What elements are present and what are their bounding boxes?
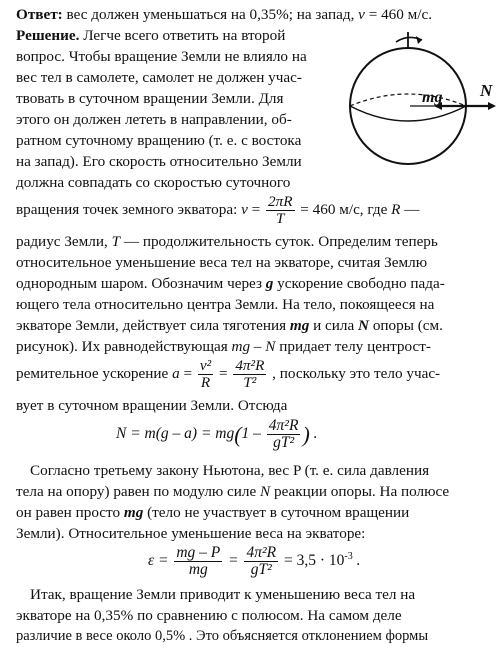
- para1-line-3: [16, 273, 445, 294]
- fraction-den: R: [200, 374, 211, 391]
- solution-line-4: твовать в суточном вращении Земли. Для: [16, 90, 284, 107]
- text-span: однородным шаром. Обозначим через: [16, 275, 266, 292]
- solution-line-7: на запад). Его скорость относительно Земли: [16, 153, 302, 170]
- para3-line-4: Земли). Относительное уменьшение веса на экваторе:: [16, 525, 366, 542]
- para3-line-3: [16, 502, 409, 523]
- answer-text-a: вес должен уменьшаться на 0,35%; на запад,: [62, 6, 359, 23]
- paren-open: (: [234, 422, 242, 447]
- text-span: (тело не участвует в суточном вращении: [143, 504, 410, 521]
- para4-line-2: экваторе на 0,35% по сравнению с полюсом. На самом деле: [16, 607, 402, 624]
- formula-N-fraction: [267, 418, 301, 451]
- para1-line-6: [16, 336, 431, 357]
- mg-label: mg: [422, 89, 443, 106]
- text-span: и сила: [309, 317, 359, 334]
- formula-value: = 3,5 · 10: [280, 552, 345, 570]
- solution-line-3: вес тел в самолете, самолет не должен учас-: [16, 69, 302, 86]
- var-N: N: [260, 483, 271, 500]
- velocity-tail: —: [400, 200, 420, 218]
- formula-exponent: -3: [344, 550, 353, 562]
- fraction-den: mg: [188, 561, 208, 578]
- solution-line-1: [16, 25, 336, 46]
- solution-line-8: должна совпадать со скоростью суточного: [16, 174, 291, 191]
- velocity-fraction: [266, 194, 294, 227]
- eps-fraction-1: [174, 545, 222, 578]
- answer-label: Ответ:: [16, 6, 63, 23]
- solution-line-2: вопрос. Чтобы вращение Земли не влияло на: [16, 48, 307, 65]
- formula-N: [116, 418, 318, 451]
- velocity-eq: =: [247, 200, 265, 218]
- text-span: рисунок). Их равнодействующая: [16, 338, 232, 355]
- formula-dot: .: [352, 552, 361, 570]
- paren-close: ): [302, 422, 310, 447]
- para1-line-5: [16, 315, 443, 336]
- text-span: опоры (см.: [369, 317, 443, 334]
- N-arrow-head: [488, 102, 496, 110]
- answer-v: v: [358, 6, 365, 23]
- para1-line-1: [16, 231, 438, 252]
- para4-line-1: Итак, вращение Земли приводит к уменьшению веса тел на: [30, 586, 416, 603]
- var-T: T: [111, 233, 121, 250]
- velocity-line: [16, 194, 419, 227]
- fraction-num: 4π²R: [235, 357, 265, 374]
- fraction-num: v²: [199, 357, 212, 374]
- answer-line: [16, 4, 432, 25]
- fraction-den: T²: [243, 374, 257, 391]
- para2-line-1: вует в суточном вращении Земли. Отсюда: [16, 397, 288, 414]
- eps-fraction-2: [244, 545, 278, 578]
- answer-text-b: = 460 м/с.: [364, 6, 433, 23]
- accel-line: [16, 358, 440, 391]
- fraction-num: mg – P: [176, 544, 221, 561]
- formula-term: 1 –: [241, 425, 265, 443]
- text-span: — продолжительность суток. Определим теперь: [120, 233, 438, 250]
- formula-eps: [148, 545, 360, 578]
- velocity-pre: вращения точек земного экватора:: [16, 200, 242, 218]
- accel-fraction-2: [233, 358, 266, 391]
- text-span: придает телу центрост-: [275, 338, 431, 355]
- para1-line-4: ющего тела относительно центра Земли. На тело, покоящееся на: [16, 296, 435, 313]
- accel-fraction-1: [198, 358, 213, 391]
- text-span: =: [179, 364, 196, 382]
- var-N: N: [358, 317, 370, 334]
- para3-line-1: Согласно третьему закону Ньютона, вес P (т. е. сила давления: [30, 462, 430, 479]
- formula-eq: =: [224, 552, 243, 570]
- solution-label: Решение.: [16, 27, 80, 44]
- fraction-num: 4π²R: [268, 417, 299, 434]
- fraction-den: gT²: [273, 434, 295, 451]
- solution-line-6: ратном суточному вращению (т. е. с востока: [16, 132, 302, 149]
- rotation-arrow-head: [416, 36, 422, 44]
- equator-front: [350, 106, 466, 121]
- formula-dot: .: [309, 425, 318, 443]
- para4-line-3: различие в весе около 0,5% . Это объясняется отклонением формы: [16, 628, 429, 644]
- N-label: N: [480, 81, 493, 100]
- equator-back: [350, 94, 466, 106]
- var-a: a: [172, 364, 180, 382]
- formula-lhs: ε =: [148, 552, 173, 570]
- velocity-post: = 460 м/с, где: [296, 200, 392, 218]
- velocity-v: v: [241, 200, 248, 218]
- text-span: экваторе Земли, действует сила тяготения: [16, 317, 290, 334]
- text-span: ускорение свободно пада-: [273, 275, 445, 292]
- var-mg-minus-N: mg – N: [231, 338, 276, 355]
- velocity-den: T: [276, 210, 285, 227]
- globe-diagram: [340, 24, 500, 174]
- fraction-num: 4π²R: [246, 544, 277, 561]
- var-mg: mg: [289, 317, 310, 334]
- text-span: он равен просто: [16, 504, 124, 521]
- velocity-R: R: [391, 200, 401, 218]
- text-span: реакции опоры. На полюсе: [270, 483, 450, 500]
- text-span: ремительное ускорение: [16, 364, 173, 382]
- var-mg: mg: [123, 504, 144, 521]
- velocity-num: 2πR: [268, 193, 293, 210]
- text-span: , поскольку это тело учас-: [268, 364, 441, 382]
- solution-text-1: Легче всего ответить на второй: [79, 27, 286, 44]
- text-span: тела на опору) равен по модулю силе: [16, 483, 261, 500]
- text-span: =: [215, 364, 232, 382]
- var-g: g: [265, 275, 274, 292]
- text-span: радиус Земли,: [16, 233, 112, 250]
- fraction-den: gT²: [250, 561, 272, 578]
- formula-lhs: N = m(g – a) = mg: [116, 425, 235, 443]
- solution-line-5: этого он должен лететь в направлении, об-: [16, 111, 292, 128]
- para3-line-2: [16, 481, 449, 502]
- para1-line-2: относительное уменьшение веса тел на экваторе, считая Землю: [16, 254, 428, 271]
